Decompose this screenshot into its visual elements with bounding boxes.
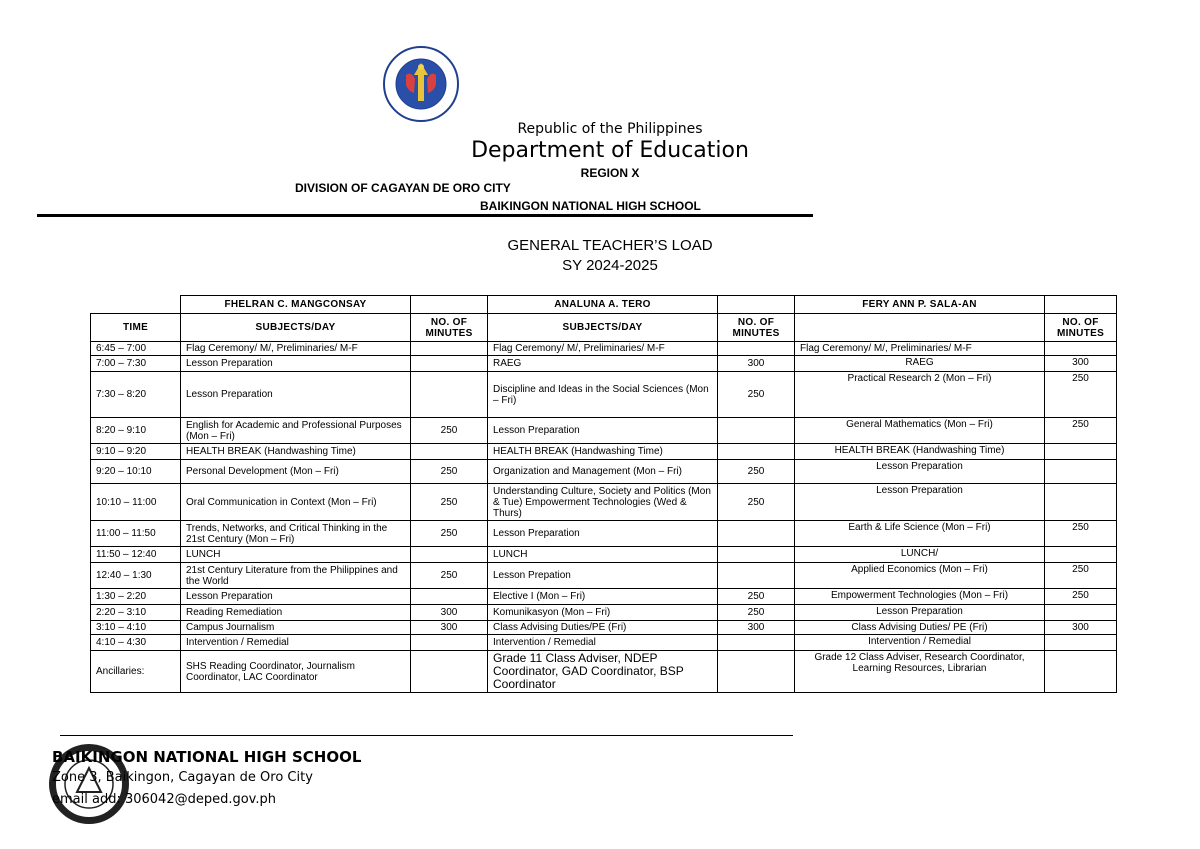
teacher-name-row [91,296,1117,314]
division-text: DIVISION OF CAGAYAN DE ORO CITY [295,181,511,195]
minutes-cell [411,372,488,418]
minutes-cell [1045,484,1117,521]
time-cell: 11:50 – 12:40 [91,547,181,563]
minutes-cell [1045,342,1117,356]
subjects-header: SUBJECTS/DAY [181,314,411,342]
schedule-row [91,372,1117,418]
subjects-header: SUBJECTS/DAY [488,314,718,342]
subject-cell: Lesson Preparation [181,372,411,418]
minutes-cell: 300 [1045,621,1117,635]
minutes-cell [1045,444,1117,460]
minutes-cell [718,342,795,356]
subject-cell: Lesson Preparation [795,484,1045,521]
schedule-row [91,563,1117,589]
minutes-cell: 250 [1045,521,1117,547]
schedule-row [91,605,1117,621]
time-cell: 2:20 – 3:10 [91,605,181,621]
subject-cell: Understanding Culture, Society and Politics (Mon & Tue) Empowerment Technologies (Wed & Thurs) [488,484,718,521]
time-cell: 3:10 – 4:10 [91,621,181,635]
minutes-cell: 250 [411,460,488,484]
teacher-name: FERY ANN P. SALA-AN [795,296,1045,314]
time-cell: 7:00 – 7:30 [91,356,181,372]
time-cell: 10:10 – 11:00 [91,484,181,521]
schedule-row [91,418,1117,444]
minutes-cell: 250 [718,372,795,418]
republic-text: Republic of the Philippines [517,121,703,137]
minutes-cell: 250 [718,589,795,605]
footer-divider [60,735,793,736]
subject-cell: Earth & Life Science (Mon – Fri) [795,521,1045,547]
schedule-row [91,621,1117,635]
minutes-cell [1045,547,1117,563]
time-cell: 9:10 – 9:20 [91,444,181,460]
minutes-cell: 300 [411,621,488,635]
schedule-row [91,547,1117,563]
time-cell: 11:00 – 11:50 [91,521,181,547]
subject-cell: Intervention / Remedial [488,635,718,651]
subject-cell: Flag Ceremony/ M/, Preliminaries/ M-F [181,342,411,356]
teacher-name: FHELRAN C. MANGCONSAY [181,296,411,314]
minutes-cell [411,651,488,693]
time-cell: 8:20 – 9:10 [91,418,181,444]
time-cell: 4:10 – 4:30 [91,635,181,651]
teacher-load-table [90,295,1117,693]
subject-cell: Grade 11 Class Adviser, NDEP Coordinator, GAD Coordinator, BSP Coordinator [488,651,718,693]
subject-cell: Lesson Preparation [181,356,411,372]
subject-cell: LUNCH/ [795,547,1045,563]
school-name: BAIKINGON NATIONAL HIGH SCHOOL [480,199,701,213]
subject-cell: HEALTH BREAK (Handwashing Time) [795,444,1045,460]
subject-cell: Flag Ceremony/ M/, Preliminaries/ M-F [488,342,718,356]
schedule-row [91,444,1117,460]
subject-cell: LUNCH [488,547,718,563]
subject-cell: Komunikasyon (Mon – Fri) [488,605,718,621]
subject-cell: Empowerment Technologies (Mon – Fri) [795,589,1045,605]
minutes-cell: 250 [1045,589,1117,605]
minutes-header: NO. OF MINUTES [718,314,795,342]
minutes-cell: 300 [1045,356,1117,372]
subject-cell: Lesson Prepation [488,563,718,589]
school-year: SY 2024-2025 [562,257,658,274]
column-header-row [91,314,1117,342]
minutes-cell [411,547,488,563]
schedule-row [91,460,1117,484]
minutes-cell [718,563,795,589]
minutes-cell [411,356,488,372]
subject-cell: Lesson Preparation [181,589,411,605]
minutes-cell: 300 [718,356,795,372]
deped-seal-logo [378,45,464,123]
minutes-cell: 250 [411,521,488,547]
subject-cell: 21st Century Literature from the Philippines and the World [181,563,411,589]
minutes-cell [718,651,795,693]
subject-cell: RAEG [795,356,1045,372]
schedule-row [91,521,1117,547]
time-cell: Ancillaries: [91,651,181,693]
minutes-cell: 300 [718,621,795,635]
schedule-row [91,356,1117,372]
subject-cell: Personal Development (Mon – Fri) [181,460,411,484]
subject-cell: General Mathematics (Mon – Fri) [795,418,1045,444]
minutes-cell [1045,605,1117,621]
minutes-cell: 300 [411,605,488,621]
time-cell: 9:20 – 10:10 [91,460,181,484]
time-cell: 6:45 – 7:00 [91,342,181,356]
schedule-row [91,651,1117,693]
subject-cell: Oral Communication in Context (Mon – Fri) [181,484,411,521]
minutes-header: NO. OF MINUTES [1045,314,1117,342]
minutes-cell [411,589,488,605]
subject-cell: Lesson Preparation [795,460,1045,484]
minutes-cell [718,547,795,563]
minutes-cell [718,521,795,547]
minutes-cell [1045,635,1117,651]
schedule-row [91,342,1117,356]
footer-school-name: BAIKINGON NATIONAL HIGH SCHOOL [52,748,362,766]
minutes-cell [411,444,488,460]
minutes-cell [718,635,795,651]
blank-cell [411,296,488,314]
subject-cell: Intervention / Remedial [795,635,1045,651]
subject-cell: RAEG [488,356,718,372]
footer-address: Zone 3, Baikingon, Cagayan de Oro City [52,770,313,785]
schedule-row [91,589,1117,605]
blank-cell [1045,296,1117,314]
department-title: Department of Education [471,138,749,163]
subject-cell: SHS Reading Coordinator, Journalism Coordinator, LAC Coordinator [181,651,411,693]
minutes-cell: 250 [718,460,795,484]
subject-cell: English for Academic and Professional Purposes (Mon – Fri) [181,418,411,444]
minutes-cell: 250 [1045,563,1117,589]
subject-cell: Grade 12 Class Adviser, Research Coordinator, Learning Resources, Librarian [795,651,1045,693]
schedule-row [91,484,1117,521]
subject-cell: Lesson Preparation [795,605,1045,621]
teacher-name: ANALUNA A. TERO [488,296,718,314]
minutes-cell: 250 [411,418,488,444]
blank-cell [718,296,795,314]
minutes-cell [718,418,795,444]
subject-cell: LUNCH [181,547,411,563]
subject-cell: Elective I (Mon – Fri) [488,589,718,605]
subject-cell: Class Advising Duties/ PE (Fri) [795,621,1045,635]
minutes-cell: 250 [411,484,488,521]
minutes-cell [411,342,488,356]
subject-cell: Practical Research 2 (Mon – Fri) [795,372,1045,418]
minutes-cell: 250 [718,605,795,621]
subject-cell: Flag Ceremony/ M/, Preliminaries/ M-F [795,342,1045,356]
subject-cell: Reading Remediation [181,605,411,621]
time-cell: 12:40 – 1:30 [91,563,181,589]
subject-cell: Applied Economics (Mon – Fri) [795,563,1045,589]
subject-cell: HEALTH BREAK (Handwashing Time) [181,444,411,460]
minutes-cell [411,635,488,651]
region-text: REGION X [580,166,640,180]
minutes-cell: 250 [411,563,488,589]
time-cell: 7:30 – 8:20 [91,372,181,418]
subject-cell: Discipline and Ideas in the Social Sciences (Mon – Fri) [488,372,718,418]
minutes-cell [718,444,795,460]
minutes-cell: 250 [1045,418,1117,444]
minutes-cell [1045,460,1117,484]
time-cell: 1:30 – 2:20 [91,589,181,605]
minutes-cell: 250 [1045,372,1117,418]
subject-cell: Lesson Preparation [488,521,718,547]
header-divider [37,214,813,217]
schedule-row [91,635,1117,651]
subject-cell: Lesson Preparation [488,418,718,444]
document-title: GENERAL TEACHER’S LOAD [507,237,713,254]
subject-cell: HEALTH BREAK (Handwashing Time) [488,444,718,460]
footer-email: email add: 306042@deped.gov.ph [52,792,276,807]
subject-cell: Organization and Management (Mon – Fri) [488,460,718,484]
time-header: TIME [91,314,181,342]
minutes-header: NO. OF MINUTES [411,314,488,342]
subject-cell: Class Advising Duties/PE (Fri) [488,621,718,635]
minutes-cell [1045,651,1117,693]
blank-cell [91,296,181,314]
subject-cell: Trends, Networks, and Critical Thinking in the 21st Century (Mon – Fri) [181,521,411,547]
minutes-cell: 250 [718,484,795,521]
subject-cell: Campus Journalism [181,621,411,635]
subject-cell: Intervention / Remedial [181,635,411,651]
subjects-header-blank [795,314,1045,342]
